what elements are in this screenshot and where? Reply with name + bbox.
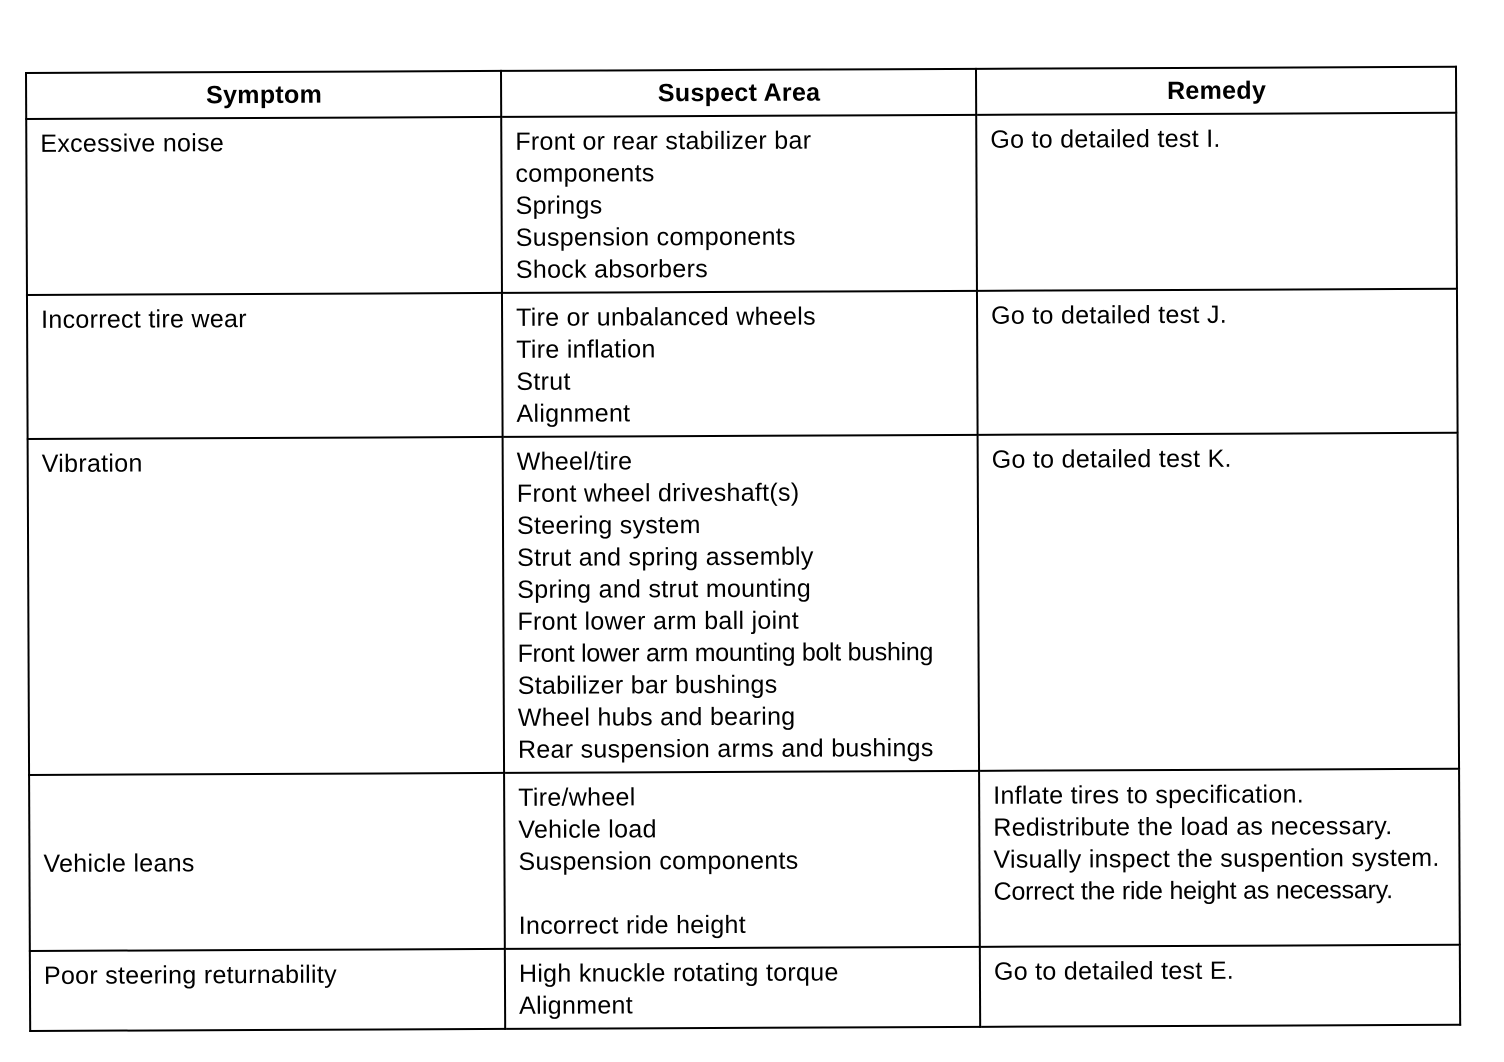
header-remedy: Remedy	[976, 67, 1456, 115]
suspect-item: Steering system	[516, 511, 701, 540]
suspect-item: Front or rear stabilizer bar	[515, 126, 812, 156]
suspect-item: Vehicle load	[518, 815, 657, 844]
remedy-cell	[980, 945, 1460, 1027]
diagnosis-table	[25, 66, 1461, 1032]
suspect-item: Spring and strut mounting	[517, 574, 812, 604]
suspect-item: Tire inflation	[516, 335, 656, 364]
suspect-area-cell	[504, 771, 980, 949]
suspect-item: Front lower arm ball joint	[517, 606, 799, 636]
remedy-item: Inflate tires to specification.	[993, 780, 1305, 810]
header-suspect-area: Suspect Area	[501, 69, 976, 117]
suspect-item: High knuckle rotating torque	[518, 958, 839, 988]
symptom-cell	[30, 949, 505, 1031]
suspect-item: Alignment	[516, 399, 631, 428]
remedy-item: Visually inspect the suspention system.	[993, 843, 1440, 874]
suspect-area-cell	[501, 115, 977, 293]
suspect-item: Stabilizer bar bushings	[517, 670, 778, 700]
suspect-item: Suspension components	[515, 222, 796, 252]
suspect-item: Wheel hubs and bearing	[517, 702, 796, 732]
suspect-item: Tire or unbalanced wheels	[516, 302, 816, 332]
symptom-text: Excessive noise	[40, 129, 225, 158]
remedy-item: Go to detailed test I.	[990, 124, 1221, 154]
symptom-text: Poor steering returnability	[43, 960, 337, 990]
table-row	[27, 289, 1458, 439]
suspect-item: Springs	[515, 191, 603, 220]
suspect-item: Shock absorbers	[515, 255, 709, 284]
suspect-item: Wheel/tire	[516, 447, 633, 476]
remedy-cell	[977, 289, 1458, 435]
symptom-cell	[27, 293, 503, 439]
suspect-area-cell	[503, 435, 979, 773]
symptom-text: Incorrect tire wear	[41, 305, 247, 334]
remedy-cell	[976, 113, 1457, 291]
table-row	[26, 113, 1457, 295]
suspect-item: Tire/wheel	[518, 783, 636, 812]
suspect-item: Suspension components	[518, 846, 799, 876]
suspect-item: components	[515, 159, 655, 188]
suspect-area-cell	[505, 947, 980, 1029]
suspect-item: Rear suspension arms and bushings	[517, 734, 934, 764]
header-row	[26, 67, 1456, 119]
remedy-item: Go to detailed test E.	[993, 956, 1235, 986]
remedy-item: Go to detailed test K.	[991, 444, 1232, 474]
suspect-item: Front wheel driveshaft(s)	[516, 478, 800, 508]
header-symptom: Symptom	[26, 71, 501, 119]
suspect-item: Incorrect ride height	[518, 910, 747, 940]
suspect-item: Strut and spring assembly	[517, 542, 814, 572]
symptom-cell	[28, 437, 504, 775]
remedy-cell	[978, 433, 1459, 771]
symptom-cell	[26, 117, 502, 295]
remedy-cell	[979, 769, 1460, 947]
symptom-text: Vibration	[41, 449, 143, 478]
symptom-text: Vehicle leans	[43, 849, 195, 878]
remedy-item: Redistribute the load as necessary.	[993, 812, 1393, 842]
symptom-cell	[29, 773, 505, 951]
remedy-item: Go to detailed test J.	[991, 300, 1228, 330]
remedy-item: Correct the ride height as necessary.	[993, 876, 1393, 906]
suspect-item: Strut	[516, 367, 571, 396]
suspect-item: Front lower arm mounting bolt bushing	[517, 638, 934, 668]
table-row	[28, 433, 1459, 775]
table-row	[30, 945, 1460, 1031]
suspect-area-cell	[502, 291, 978, 437]
table-row	[29, 769, 1460, 951]
suspect-item: Alignment	[519, 991, 634, 1020]
